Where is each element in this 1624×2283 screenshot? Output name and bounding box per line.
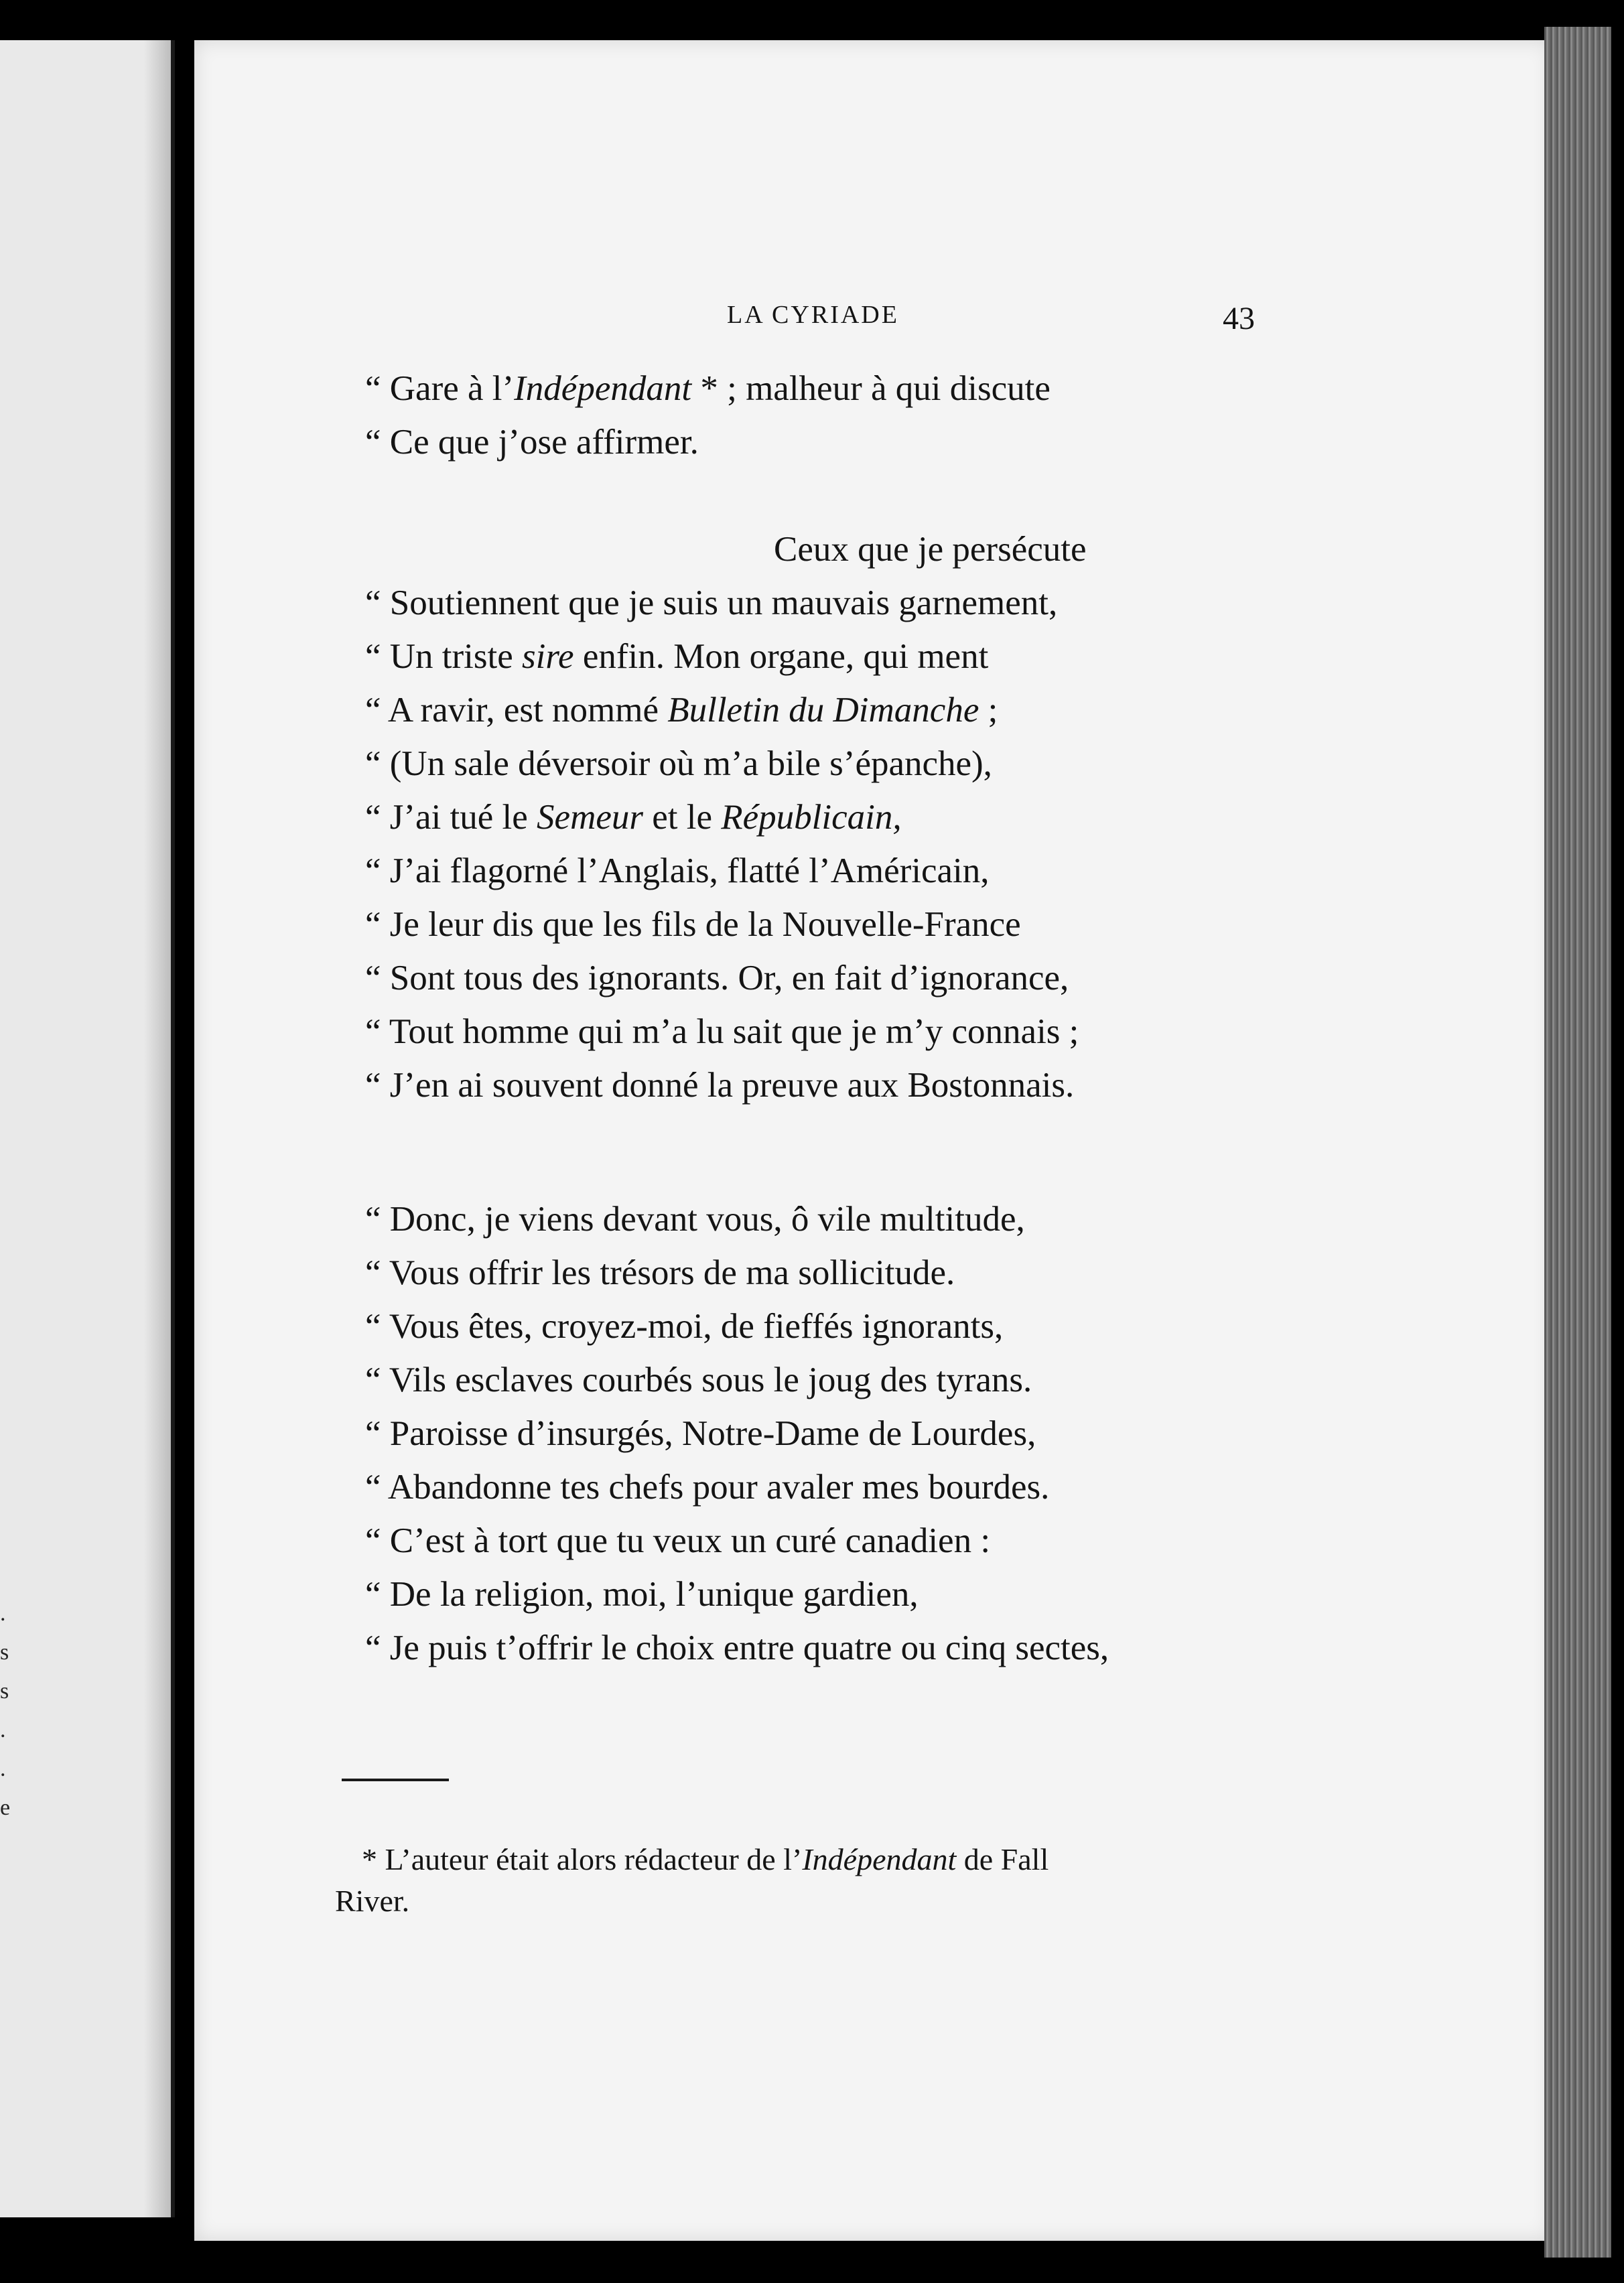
verse-line: “ Vous offrir les trésors de ma sollicitude. [365,1253,955,1292]
verse-line: “ Sont tous des ignorants. Or, en fait d’ignorance, [365,959,1069,997]
stanza-break [365,469,1236,523]
footnote-marker: * [362,1842,377,1876]
footnote-line: River. [335,1884,410,1918]
facing-page-marks [0,1594,13,1827]
footnote-line: * L’auteur était alors rédacteur de l’Indépendant de Fall [362,1842,1049,1876]
facing-mark: . [0,1756,6,1781]
facing-mark: s [0,1679,9,1704]
verse-line: “ J’ai flagorné l’Anglais, flatté l’Américain, [365,851,990,890]
verse-line: “ Gare à l’Indépendant * ; malheur à qui discute [365,369,1051,408]
page-number: 43 [1223,301,1255,336]
book-page-edges [1544,27,1611,2258]
footnote-rule [342,1779,449,1781]
verse-line: “ Je puis t’offrir le choix entre quatre ou cinq sectes, [365,1629,1109,1667]
facing-mark: . [0,1718,6,1742]
poem-text [365,362,1236,1675]
verse-line: “ Paroisse d’insurgés, Notre-Dame de Lourdes, [365,1414,1036,1453]
verse-line: “ J’en ai souvent donné la preuve aux Bostonnais. [365,1066,1075,1105]
verse-line: “ Donc, je viens devant vous, ô vile multitude, [365,1200,1025,1239]
verse-line: “ De la religion, moi, l’unique gardien, [365,1575,919,1614]
verse-line: “ Tout homme qui m’a lu sait que je m’y connais ; [365,1012,1079,1051]
running-head: LA CYRIADE [727,301,899,329]
verse-line: “ J’ai tué le Semeur et le Républicain, [365,798,902,837]
facing-mark: . [0,1601,6,1626]
verse-line: “ A ravir, est nommé Bulletin du Dimanche ; [365,691,998,730]
stanza-break [365,1112,1236,1192]
facing-mark: e [0,1795,11,1820]
verse-line: “ (Un sale déversoir où m’a bile s’épanche), [365,744,992,783]
page-gutter [144,40,171,2217]
facing-page [0,40,175,2217]
footnote [335,1839,1233,1922]
verse-line: “ Vils esclaves courbés sous le joug des tyrans. [365,1361,1032,1399]
facing-mark: s [0,1640,9,1665]
verse-line: “ Ce que j’ose affirmer. [365,423,699,462]
verse-line: “ Un triste sire enfin. Mon organe, qui ment [365,637,989,676]
verse-line: “ C’est à tort que tu veux un curé canadien : [365,1521,991,1560]
verse-line: “ Soutiennent que je suis un mauvais garnement, [365,583,1058,622]
verse-line: “ Je leur dis que les fils de la Nouvelle-France [365,905,1021,944]
verse-line: Ceux que je persécute [774,530,1087,569]
verse-line: “ Vous êtes, croyez-moi, de fieffés ignorants, [365,1307,1004,1346]
verse-line: “ Abandonne tes chefs pour avaler mes bourdes. [365,1468,1050,1507]
